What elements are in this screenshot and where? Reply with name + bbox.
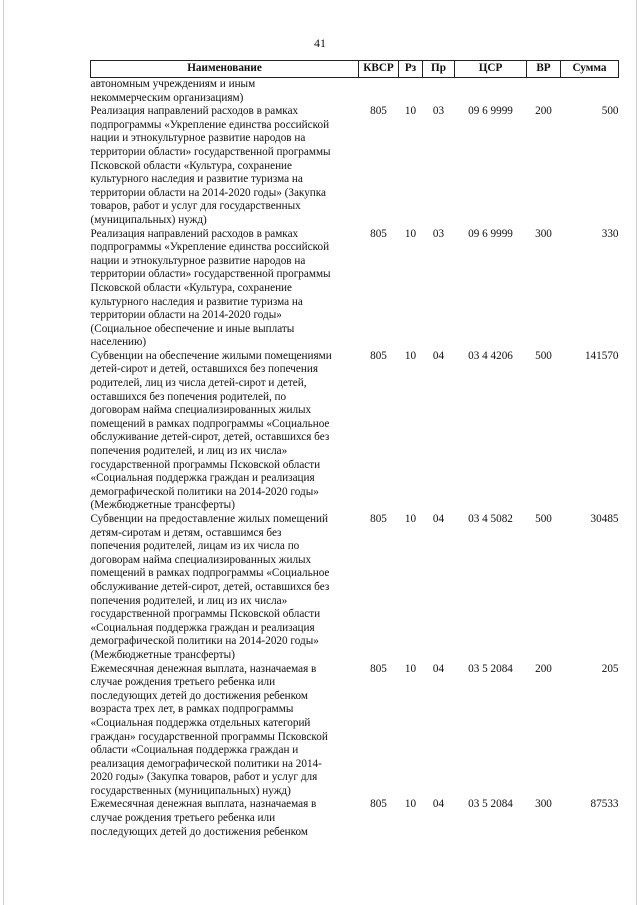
page-number: 41 bbox=[314, 36, 326, 50]
row-sum: 30485 bbox=[590, 513, 619, 525]
table-row bbox=[91, 105, 619, 227]
row-csr: 03 4 4206 bbox=[468, 349, 513, 362]
header-pr: Пр bbox=[423, 61, 455, 78]
row-csr: 03 4 5082 bbox=[468, 513, 513, 525]
row-name: Ежемесячная денежная выплата, назначаемая в случае рождения третьего ребенка или последующих детей до достижения ребенком возраста трех лет, в рамках подпрограммы «Социальная поддержка отдельных категорий граждан» государственной программы Псковской области «Социальная поддержка граждан и реализация демографической политики на 2014- 2020 годы» (Закупка товаров, работ и услуг для государственных (муниципальных) нужд) bbox=[90, 662, 328, 797]
row-rz: 10 bbox=[404, 798, 417, 811]
row-sum: 205 bbox=[601, 662, 619, 675]
table-row bbox=[91, 798, 619, 839]
row-kvsr: 805 bbox=[370, 349, 387, 362]
row-kvsr bbox=[359, 78, 399, 106]
row-pr: 04 bbox=[432, 798, 445, 811]
row-rz: 10 bbox=[404, 227, 417, 240]
header-rz: Рз bbox=[399, 61, 423, 78]
header-kvsr: КВСР bbox=[359, 61, 399, 78]
scan-edge-left bbox=[3, 0, 4, 905]
row-name: Реализация направлений расходов в рамках подпрограммы «Укрепление единства российской нации и этнокультурное развитие народов на территории области» государственной программы Псковской области «Культура, сохранение культурного наследия и развитие туризма на территории области на 2014-2020 годы» (Закупка товаров, работ и услуг для государственных (муниципальных) нужд) bbox=[90, 105, 331, 226]
row-vr: 200 bbox=[535, 662, 552, 675]
row-vr: 300 bbox=[535, 798, 552, 811]
row-kvsr: 805 bbox=[370, 798, 387, 811]
row-vr bbox=[527, 78, 561, 106]
row-kvsr: 805 bbox=[370, 662, 387, 675]
row-kvsr: 805 bbox=[370, 105, 387, 118]
row-name: Реализация направлений расходов в рамках подпрограммы «Укрепление единства российской нации и этнокультурное развитие народов на территории области» государственной программы Псковской области «Культура, сохранение культурного наследия и развитие туризма на территории области на 2014-2020 годы» (Социальное обеспечение и иные выплаты населению) bbox=[90, 227, 331, 349]
row-vr: 500 bbox=[535, 513, 552, 525]
row-rz bbox=[399, 78, 423, 106]
row-name: Ежемесячная денежная выплата, назначаемая в случае рождения третьего ребенка или последующих детей до достижения ребенком bbox=[90, 798, 317, 838]
row-sum: 141570 bbox=[584, 349, 619, 362]
header-csr: ЦСР bbox=[455, 61, 527, 78]
table-row bbox=[91, 513, 619, 663]
row-csr: 09 6 9999 bbox=[468, 105, 513, 118]
row-vr: 300 bbox=[535, 227, 552, 240]
header-name: Наименование bbox=[91, 61, 359, 78]
row-rz: 10 bbox=[404, 349, 417, 362]
row-name: Субвенции на обеспечение жилыми помещениями детей-сирот и детей, оставшихся без попечения родителей, лиц из числа детей-сирот и детей, оставшихся без попечения родителей, по договорам найма специализированных жилых помещений в рамках подпрограммы «Социальное обслуживание детей-сирот, детей, оставшихся без попечения родителей, и лиц из их числа» государственной программы Псковской области «Социальная поддержка граждан и реализация демографической политики на 2014-2020 годы» (Межбюджетные трансферты) bbox=[90, 349, 332, 512]
row-pr: 03 bbox=[432, 227, 445, 240]
row-csr: 09 6 9999 bbox=[468, 227, 513, 240]
header-vr: ВР bbox=[527, 61, 561, 78]
row-pr: 03 bbox=[432, 105, 445, 118]
row-sum: 87533 bbox=[590, 798, 619, 811]
scan-edge-right bbox=[636, 0, 637, 905]
row-sum bbox=[561, 78, 619, 106]
row-sum: 500 bbox=[601, 105, 619, 118]
row-kvsr: 805 bbox=[370, 513, 387, 525]
budget-table bbox=[90, 60, 619, 839]
row-vr: 200 bbox=[535, 105, 552, 118]
row-kvsr: 805 bbox=[370, 227, 387, 240]
table-row bbox=[91, 228, 619, 350]
table-row bbox=[91, 663, 619, 799]
row-csr: 03 5 2084 bbox=[468, 798, 513, 811]
table-row bbox=[91, 78, 619, 106]
row-name: Субвенции на предоставление жилых помещений детям-сиротам и детям, оставшимся без попечения родителей, лицам из их числа по договорам найма специализированных жилых помещений в рамках подпрограммы «Социальное обслуживание детей-сирот, детей, оставшихся без попечения родителей, и лиц из их числа» государственной программы Псковской области «Социальная поддержка граждан и реализация демографической политики на 2014-2020 годы» (Межбюджетные трансферты) bbox=[90, 513, 330, 661]
row-csr bbox=[455, 78, 527, 106]
row-csr: 03 5 2084 bbox=[468, 662, 513, 675]
table-header-row bbox=[91, 61, 619, 78]
row-rz: 10 bbox=[404, 105, 417, 118]
table-row bbox=[91, 350, 619, 513]
header-sum: Сумма bbox=[561, 61, 619, 78]
row-pr: 04 bbox=[432, 513, 445, 525]
row-sum: 330 bbox=[601, 227, 619, 240]
row-pr: 04 bbox=[432, 662, 445, 675]
row-pr: 04 bbox=[432, 349, 445, 362]
row-rz: 10 bbox=[404, 513, 417, 525]
row-name: автономным учреждениям и иным некоммерческим организациям) bbox=[90, 78, 256, 104]
row-vr: 500 bbox=[535, 349, 552, 362]
row-rz: 10 bbox=[404, 662, 417, 675]
row-pr bbox=[423, 78, 455, 106]
